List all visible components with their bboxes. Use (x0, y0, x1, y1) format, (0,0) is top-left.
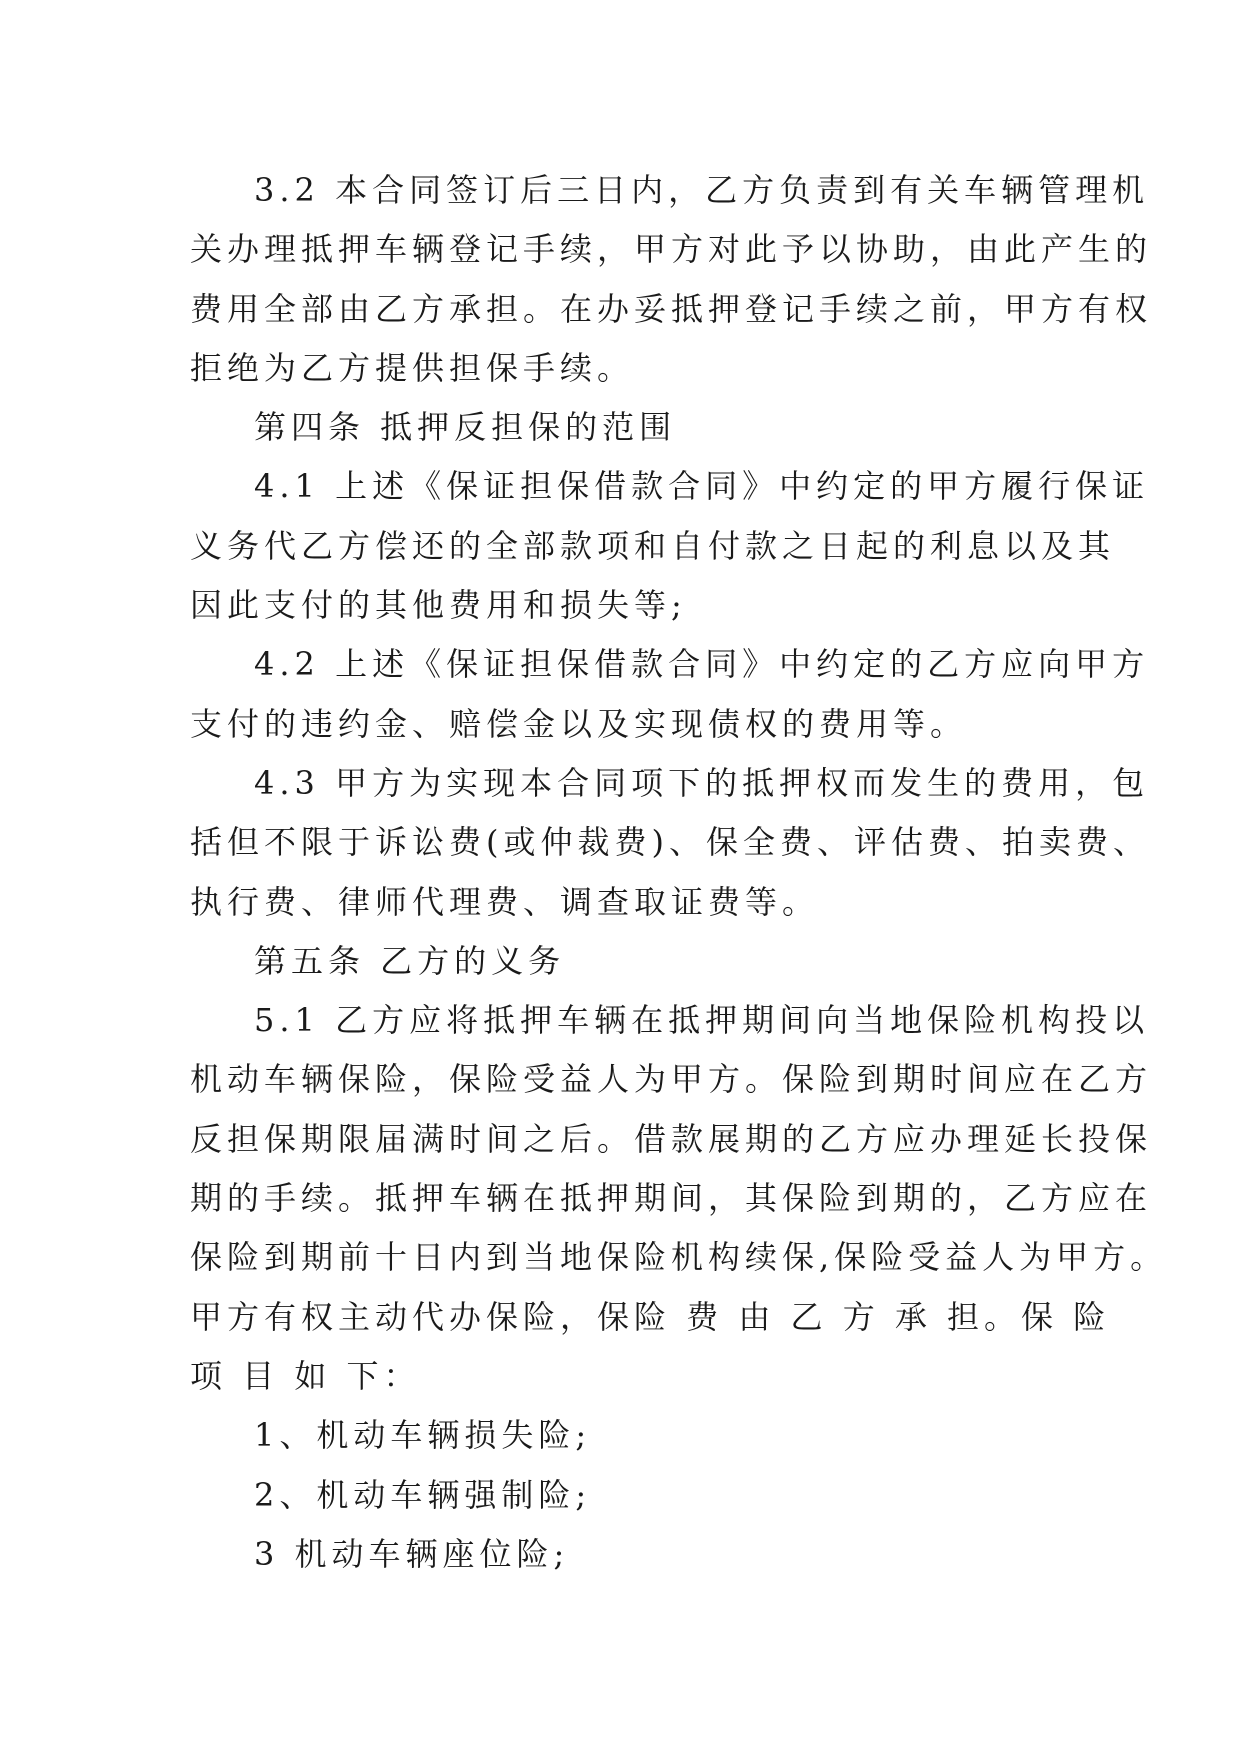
section-heading-5: 第五条 乙方的义务 (254, 941, 566, 980)
paragraph-line: 关办理抵押车辆登记手续，甲方对此予以协助，由此产生的 (190, 230, 1153, 269)
list-item: 2、机动车辆强制险; (254, 1475, 592, 1514)
section-heading-4: 第四条 抵押反担保的范围 (254, 408, 677, 447)
paragraph-line: 因此支付的其他费用和损失等; (190, 586, 687, 625)
paragraph-line: 费用全部由乙方承担。在办妥抵押登记手续之前，甲方有权 (190, 289, 1153, 328)
paragraph-line: 执行费、律师代理费、调查取证费等。 (190, 882, 820, 921)
paragraph-line: 4.1 上述《保证担保借款合同》中约定的甲方履行保证 (254, 467, 1150, 506)
paragraph-line: 4.2 上述《保证担保借款合同》中约定的乙方应向甲方 (254, 645, 1150, 684)
paragraph-line: 甲方有权主动代办保险，保险 费 由 乙 方 承 担。保 险 (190, 1297, 1111, 1336)
paragraph-line: 拒绝为乙方提供担保手续。 (190, 348, 635, 387)
document-body (190, 161, 1168, 1584)
paragraph-line: 反担保期限届满时间之后。借款展期的乙方应办理延长投保 (190, 1119, 1153, 1158)
paragraph-line: 支付的违约金、赔偿金以及实现债权的费用等。 (190, 704, 968, 743)
list-item: 1、机动车辆损失险; (254, 1416, 592, 1455)
paragraph-line: 期的手续。抵押车辆在抵押期间，其保险到期的，乙方应在 (190, 1179, 1153, 1218)
list-item: 3 机动车辆座位险; (254, 1534, 570, 1573)
paragraph-line: 义务代乙方偿还的全部款项和自付款之日起的利息以及其 (190, 526, 1116, 565)
paragraph-line: 5.1 乙方应将抵押车辆在抵押期间向当地保险机构投以 (254, 1001, 1150, 1040)
paragraph-line: 4.3 甲方为实现本合同项下的抵押权而发生的费用，包 (254, 763, 1150, 802)
paragraph-line: 保险到期前十日内到当地保险机构续保,保险受益人为甲方。 (190, 1238, 1168, 1277)
paragraph-line: 3.2 本合同签订后三日内，乙方负责到有关车辆管理机 (254, 171, 1150, 209)
paragraph-line: 项 目 如 下： (190, 1356, 421, 1395)
paragraph-line: 机动车辆保险，保险受益人为甲方。保险到期时间应在乙方 (190, 1060, 1153, 1099)
paragraph-line: 括但不限于诉讼费(或仲裁费)、保全费、评估费、拍卖费、 (190, 823, 1150, 862)
